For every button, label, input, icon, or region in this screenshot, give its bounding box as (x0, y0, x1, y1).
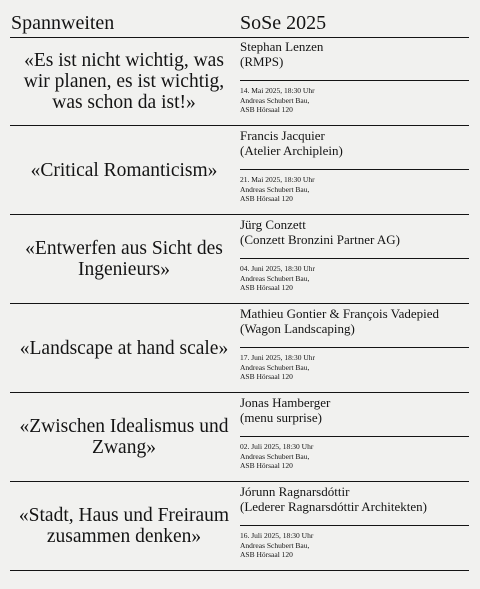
lecture-details (240, 175, 469, 204)
lecture-details (240, 531, 469, 560)
lecture-room: ASB Hörsaal 120 (240, 550, 293, 559)
speaker-block (240, 128, 469, 170)
lecture-room: ASB Hörsaal 120 (240, 283, 293, 292)
lecture-entry (10, 304, 469, 393)
lecture-title: «Zwischen Idealismus und Zwang» (19, 416, 229, 458)
speaker-name: Stephan Lenzen (240, 39, 324, 54)
speaker-affiliation: (Atelier Archiplein) (240, 143, 343, 158)
lecture-entry (10, 482, 469, 571)
lecture-building: Andreas Schubert Bau, (240, 273, 310, 283)
speaker-block (240, 484, 469, 526)
lecture-entry (10, 215, 469, 304)
speaker-affiliation: (Lederer Ragnarsdóttir Architekten) (240, 499, 427, 514)
poster-header (10, 11, 469, 38)
lecture-date: 02. Juli 2025, 18:30 Uhr (240, 442, 314, 451)
lecture-title: «Landscape at hand scale» (19, 337, 229, 359)
semester-label: SoSe 2025 (240, 12, 327, 34)
lecture-date: 17. Juni 2025, 18:30 Uhr (240, 353, 315, 362)
lecture-date: 16. Juli 2025, 18:30 Uhr (240, 531, 314, 540)
lecture-date: 04. Juni 2025, 18:30 Uhr (240, 264, 315, 273)
speaker-name: Francis Jacquier (240, 128, 325, 143)
lecture-building: Andreas Schubert Bau, (240, 95, 310, 105)
speaker-name: Mathieu Gontier & François Vadepied (240, 306, 440, 321)
lecture-title: «Es ist nicht wichtig, was wir planen, es ist wichtig, was schon da ist!» (23, 49, 225, 113)
speaker-block (240, 395, 469, 437)
lecture-entry (10, 126, 469, 215)
lecture-date: 14. Mai 2025, 18:30 Uhr (240, 86, 315, 95)
speaker-name: Jonas Hamberger (240, 395, 331, 410)
speaker-name: Jórunn Ragnarsdóttir (240, 484, 350, 499)
speaker-affiliation: (RMPS) (240, 54, 284, 69)
lecture-building: Andreas Schubert Bau, (240, 184, 310, 194)
lecture-entry (10, 37, 469, 126)
lecture-room: ASB Hörsaal 120 (240, 372, 293, 381)
speaker-affiliation: (Conzett Bronzini Partner AG) (240, 232, 400, 247)
lecture-title: «Stadt, Haus und Freiraum zusammen denken» (18, 505, 230, 547)
series-title: Spannweiten (11, 12, 115, 34)
lecture-building: Andreas Schubert Bau, (240, 451, 310, 461)
lecture-title: «Critical Romanticism» (30, 159, 218, 181)
lecture-building: Andreas Schubert Bau, (240, 540, 310, 550)
lecture-details (240, 86, 469, 115)
speaker-name: Jürg Conzett (240, 217, 306, 232)
speaker-block (240, 217, 469, 259)
lecture-list (10, 37, 469, 571)
speaker-affiliation: (menu surprise) (240, 410, 322, 425)
lecture-title: «Entwerfen aus Sicht des Ingenieurs» (25, 238, 223, 280)
lecture-room: ASB Hörsaal 120 (240, 194, 293, 203)
lecture-building: Andreas Schubert Bau, (240, 362, 310, 372)
speaker-block (240, 306, 469, 348)
speaker-affiliation: (Wagon Landscaping) (240, 321, 355, 336)
lecture-room: ASB Hörsaal 120 (240, 461, 293, 470)
lecture-entry (10, 393, 469, 482)
lecture-room: ASB Hörsaal 120 (240, 105, 293, 114)
lecture-details (240, 353, 469, 382)
lecture-details (240, 442, 469, 471)
speaker-block (240, 39, 469, 81)
lecture-date: 21. Mai 2025, 18:30 Uhr (240, 175, 315, 184)
lecture-details (240, 264, 469, 293)
